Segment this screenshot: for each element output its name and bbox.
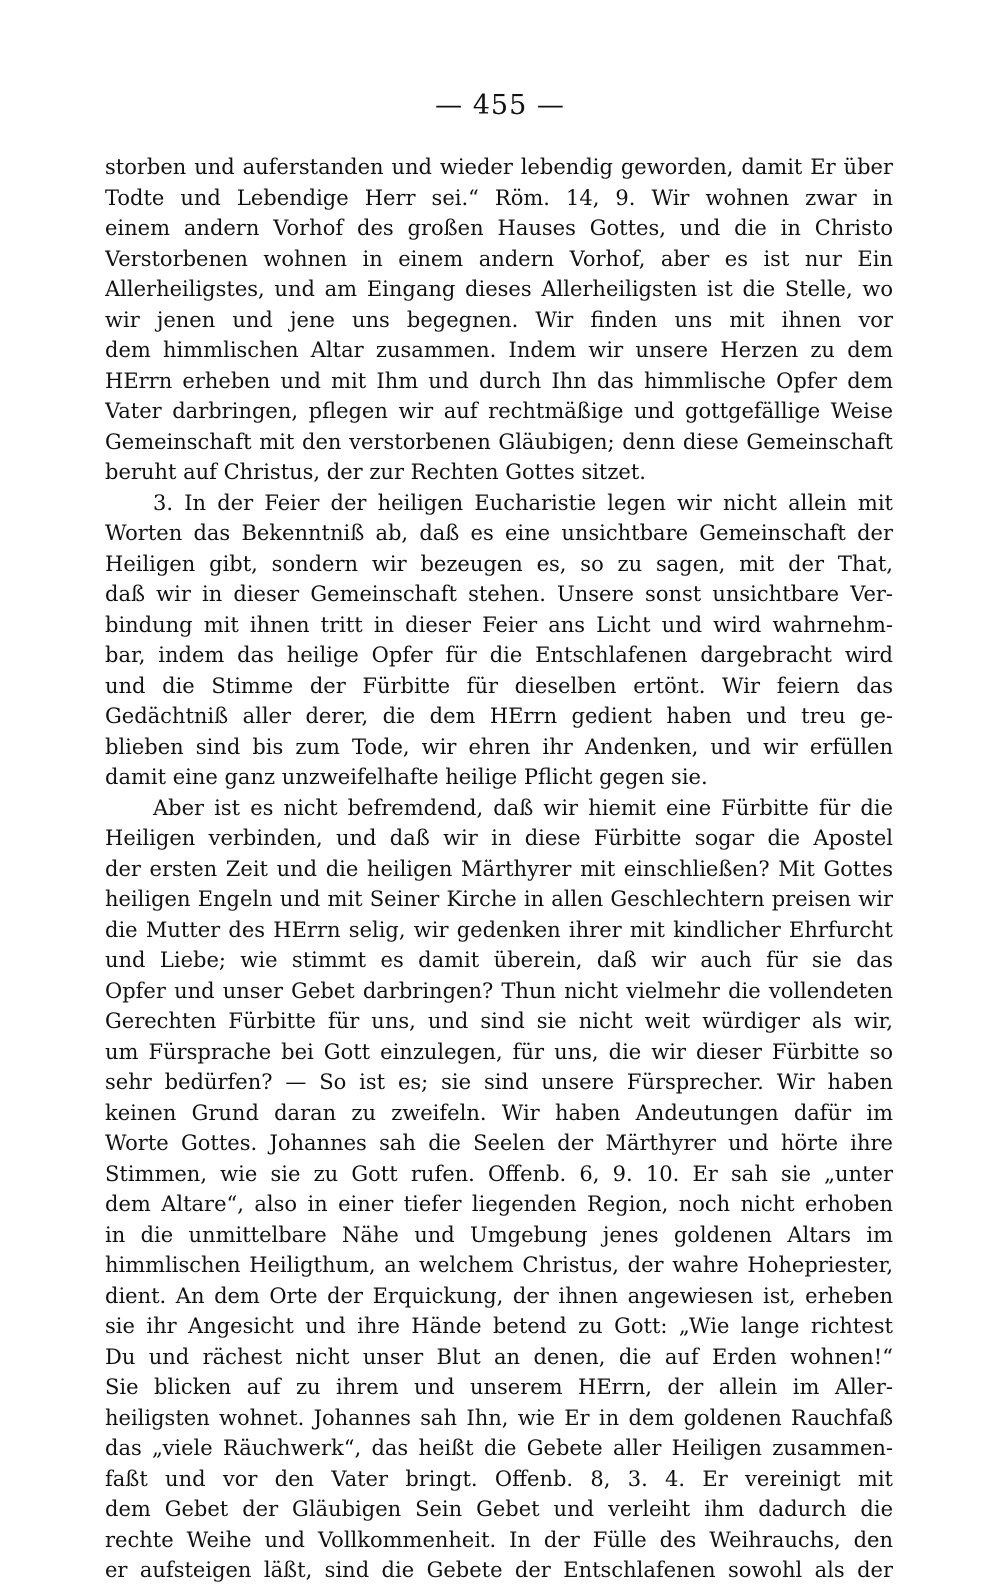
text-line: Heiligen gibt, sondern wir bezeugen es, so zu sagen, mit der That, [105,551,893,576]
text-line: Stimmen, wie sie zu Gott rufen. Offenb. 6, 9. 10. Er sah sie „unter [105,1161,893,1186]
text-line: faßt und vor den Vater bringt. Offenb. 8, 3. 4. Er vereinigt mit [105,1466,893,1491]
text-line: Vater darbringen, pflegen wir auf rechtmäßige und gottgefällige Weise [105,399,893,423]
text-line: in die unmittelbare Nähe und Umgebung jenes goldenen Altars im [105,1222,893,1247]
text-line: einem andern Vorhof des großen Hauses Gottes, und die in Christo [105,216,893,240]
text-line: sehr bedürfen? — So ist es; sie sind unsere Fürsprecher. Wir haben [105,1070,893,1094]
text-line: der ersten Zeit und die heiligen Märthyrer mit einschließen? Mit Gottes [105,856,893,881]
text-line: Sie blicken auf zu ihrem und unserem HErrn, der allein im Aller- [105,1375,893,1399]
text-line: bar, indem das heilige Opfer für die Entschlafenen dargebracht wird [105,643,893,667]
page-number: — 455 — [435,90,565,121]
text-line: und Liebe; wie stimmt es damit überein, daß wir auch für sie das [105,948,893,972]
text-line: damit eine ganz unzweifelhafte heilige Pflicht gegen sie. [105,765,708,789]
text-line: dient. An dem Orte der Erquickung, der ihnen angewiesen ist, erheben [105,1283,893,1308]
text-line: dem Gebet der Gläubigen Sein Gebet und verleiht ihm dadurch die [105,1497,893,1521]
text-line: daß wir in dieser Gemeinschaft stehen. Unsere sonst unsichtbare Ver- [105,582,893,606]
text-line: Todte und Lebendige Herr sei.“ Röm. 14, 9. Wir wohnen zwar in [105,185,893,210]
text-line: Worten das Bekenntniß ab, daß es eine unsichtbare Gemeinschaft der [105,521,893,545]
text-line: Gerechten Fürbitte für uns, und sind sie nicht weit würdiger als wir, [105,1009,893,1033]
text-line: Verstorbenen wohnen in einem andern Vorhof, aber es ist nur Ein [105,246,893,271]
text-line: heiligsten wohnet. Johannes sah Ihn, wie Er in dem goldenen Rauchfaß [105,1405,893,1430]
body-text [105,152,893,1586]
text-line: Gemeinschaft mit den verstorbenen Gläubigen; denn diese Gemeinschaft [105,429,893,454]
text-line: um Fürsprache bei Gott einzulegen, für uns, die wir dieser Fürbitte so [105,1039,893,1064]
text-line: HErrn erheben und mit Ihm und durch Ihn das himmlische Opfer dem [105,368,893,393]
text-line: Heiligen verbinden, und daß wir in diese Fürbitte sogar die Apostel [105,826,893,850]
text-line: die Mutter des HErrn selig, wir gedenken ihrer mit kindlicher Ehrfurcht [105,917,893,942]
text-line: Du und rächest nicht unser Blut an denen, die auf Erden wohnen!“ [105,1344,893,1369]
text-line: er aufsteigen läßt, sind die Gebete der Entschlafenen sowohl als der [105,1558,893,1582]
text-line: storben und auferstanden und wieder lebendig geworden, damit Er über [105,155,893,179]
text-line: bindung mit ihnen tritt in dieser Feier ans Licht und wird wahrnehm- [105,612,893,637]
text-line: Gedächtniß aller derer, die dem HErrn gedient haben und treu ge- [105,704,893,728]
text-line: Worte Gottes. Johannes sah die Seelen der Märthyrer und hörte ihre [105,1131,893,1155]
text-line: blieben sind bis zum Tode, wir ehren ihr Andenken, und wir erfüllen [105,734,893,759]
text-line: und die Stimme der Fürbitte für dieselben ertönt. Wir feiern das [105,673,893,698]
text-line: wir jenen und jene uns begegnen. Wir finden uns mit ihnen vor [105,307,893,332]
text-line: das „viele Räuchwerk“, das heißt die Gebete aller Heiligen zusammen- [105,1436,893,1460]
text-line: dem himmlischen Altar zusammen. Indem wir unsere Herzen zu dem [105,338,893,362]
text-line: 3. In der Feier der heiligen Eucharistie legen wir nicht allein mit [153,490,893,515]
text-line: heiligen Engeln und mit Seiner Kirche in allen Geschlechtern preisen wir [105,887,893,911]
text-line: Opfer und unser Gebet darbringen? Thun nicht vielmehr die vollendeten [105,978,893,1003]
text-line: Aber ist es nicht befremdend, daß wir hiemit eine Fürbitte für die [153,795,893,820]
text-line: beruht auf Christus, der zur Rechten Gottes sitzet. [105,460,646,484]
text-line: rechte Weihe und Vollkommenheit. In der Fülle des Weihrauchs, den [105,1527,893,1552]
text-line: keinen Grund daran zu zweifeln. Wir haben Andeutungen dafür im [105,1100,893,1125]
text-line: sie ihr Angesicht und ihre Hände betend zu Gott: „Wie lange richtest [105,1314,893,1338]
text-line: dem Altare“, also in einer tiefer liegenden Region, noch nicht erhoben [105,1192,893,1216]
text-line: Allerheiligstes, und am Eingang dieses Allerheiligsten ist die Stelle, wo [105,277,893,301]
text-line: himmlischen Heiligthum, an welchem Christus, der wahre Hohepriester, [105,1253,893,1277]
